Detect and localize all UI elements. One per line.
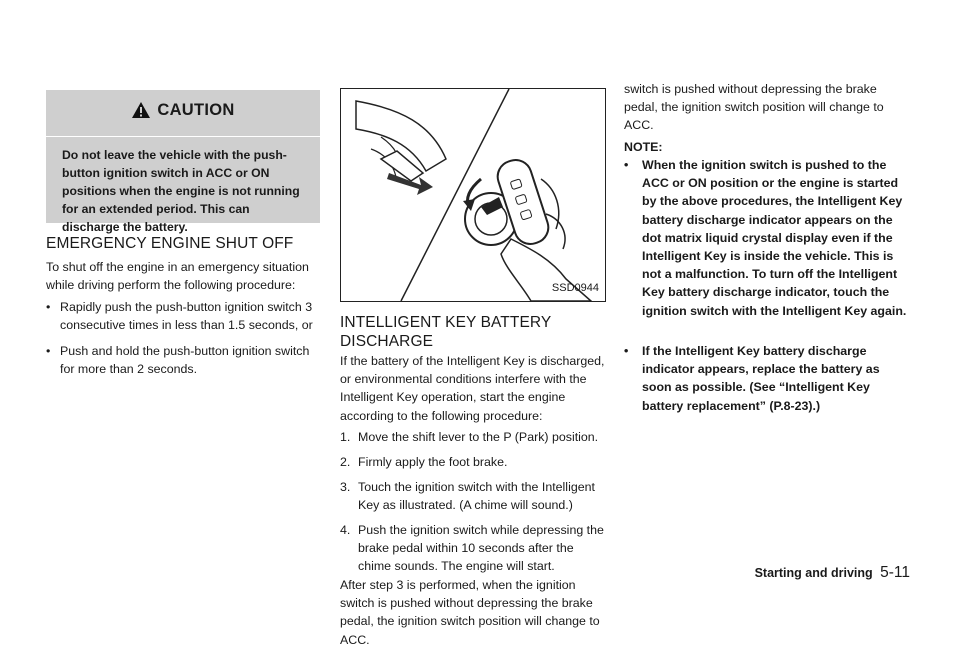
step-number: 2. xyxy=(340,455,351,469)
caution-divider xyxy=(46,136,320,137)
bullet-icon: • xyxy=(46,300,51,314)
emergency-intro: To shut off the engine in an emergency situation while driving perform the following procedure: xyxy=(46,260,309,293)
note-label: NOTE: xyxy=(624,140,663,154)
battery-heading: INTELLIGENT KEY BATTERY DISCHARGE xyxy=(340,314,552,350)
emergency-bullet xyxy=(46,298,320,334)
step-number: 3. xyxy=(340,480,351,494)
step-number: 4. xyxy=(340,523,351,537)
step-item xyxy=(340,428,608,446)
step-number: 1. xyxy=(340,430,351,444)
step-text: Touch the ignition switch with the Intelligent Key as illustrated. (A chime will sound.) xyxy=(358,480,595,513)
caution-text: Do not leave the vehicle with the push-button ignition switch in ACC or ON positions when the engine is not running for an extended period. This can discharge the battery. xyxy=(62,148,300,234)
note-text: When the ignition switch is pushed to the ACC or ON position or the engine is started by the above procedures, the Intelligent Key battery discharge indicator appears on the dot matrix liquid crystal display even if the Intelligent Key is inside the vehicle. This is not a malfunction. To turn off the Intelligent Key battery discharge indicator, touch the ignition switch with the Intelligent Key again. xyxy=(642,158,907,318)
note-bullet xyxy=(624,342,910,415)
bullet-text: Push and hold the push-button ignition switch for more than 2 seconds. xyxy=(60,344,310,377)
step-text: Firmly apply the foot brake. xyxy=(358,455,508,469)
caution-header xyxy=(46,90,320,130)
bullet-text: Rapidly push the push-button ignition switch 3 consecutive times in less than 1.5 seconds, or xyxy=(60,300,313,333)
caution-title: CAUTION xyxy=(157,100,235,119)
caution-box xyxy=(46,90,320,234)
step-text: Push the ignition switch while depressing the brake pedal within 10 seconds after the chime sounds. The engine will start. xyxy=(358,523,604,574)
page-footer xyxy=(755,564,910,582)
note-bullet xyxy=(624,156,910,320)
bullet-icon: • xyxy=(624,344,629,358)
step-item xyxy=(340,478,608,514)
battery-after-continued xyxy=(624,80,910,136)
battery-intro: If the battery of the Intelligent Key is discharged, or environmental conditions interfere with the Intelligent Key operation, start the engine according to the following procedure: xyxy=(340,354,605,423)
footer-section: Starting and driving xyxy=(754,566,873,580)
warning-icon xyxy=(131,101,151,119)
step-item xyxy=(340,453,608,471)
key-touch-illustration xyxy=(341,89,605,301)
bullet-icon: • xyxy=(46,344,51,358)
page-number: 5-11 xyxy=(880,564,910,581)
note-text: If the Intelligent Key battery discharge indicator appears, replace the battery as soon as possible. (See “Intelligent Key battery replacement” (P.8-23).) xyxy=(642,344,880,413)
step-text: Move the shift lever to the P (Park) position. xyxy=(358,430,599,444)
illustration-figure xyxy=(340,88,606,302)
emergency-heading: EMERGENCY ENGINE SHUT OFF xyxy=(46,235,294,252)
continued-text: switch is pushed without depressing the brake pedal, the ignition switch position will change to ACC. xyxy=(624,82,884,133)
bullet-icon: • xyxy=(624,158,629,172)
step-item xyxy=(340,521,608,576)
battery-after: After step 3 is performed, when the ignition switch is pushed without depressing the brake pedal, the ignition switch position will change to ACC. xyxy=(340,578,600,647)
emergency-bullet xyxy=(46,342,320,378)
figure-caption: SSD0944 xyxy=(551,281,599,294)
